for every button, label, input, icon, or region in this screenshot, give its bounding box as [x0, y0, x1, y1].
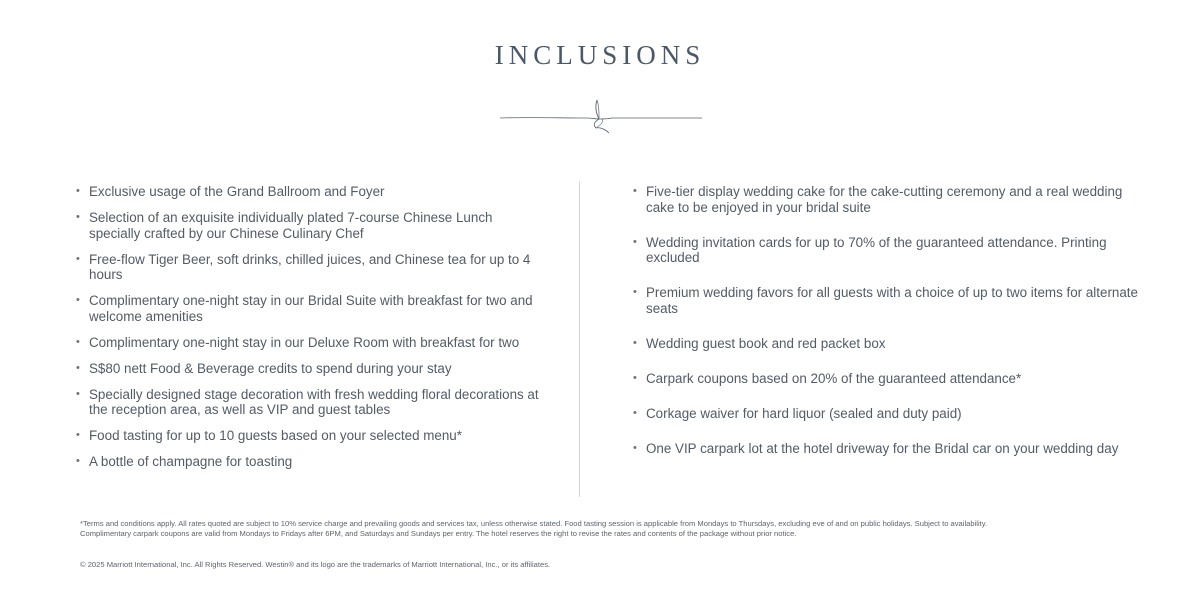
- copyright-notice: © 2025 Marriott International, Inc. All Rights Reserved. Westin® and its logo are the trademarks of Marriott International, Inc., or its affiliates.: [80, 560, 551, 569]
- list-item: • Free-flow Tiger Beer, soft drinks, chilled juices, and Chinese tea for up to 4 hours: [76, 252, 546, 283]
- list-item: • Exclusive usage of the Grand Ballroom and Foyer: [76, 184, 546, 200]
- column-divider: [579, 181, 580, 497]
- list-item: • Complimentary one-night stay in our Deluxe Room with breakfast for two: [76, 335, 546, 351]
- floral-divider-icon: [500, 98, 702, 136]
- list-item: • Specially designed stage decoration with fresh wedding floral decorations at the reception area, as well as VIP and guest tables: [76, 387, 546, 418]
- list-item: • S$80 nett Food & Beverage credits to spend during your stay: [76, 361, 546, 377]
- terms-and-conditions: [80, 519, 1140, 539]
- list-item: • A bottle of champagne for toasting: [76, 454, 546, 470]
- terms-line: Complimentary carpark coupons are valid from Mondays to Fridays after 6PM, and Saturdays and Sundays per entry. The hotel reserves the right to revise the rates and contents of the package without prior notice.: [80, 529, 797, 538]
- list-item: • Premium wedding favors for all guests with a choice of up to two items for alternate seats: [633, 285, 1153, 316]
- terms-line: *Terms and conditions apply. All rates quoted are subject to 10% service charge and prevailing goods and services tax, unless otherwise stated. Food tasting session is applicable from Mondays to Thursdays, excluding eve of and on public holidays. Subject to availability.: [80, 519, 988, 528]
- right-inclusions-column: [633, 184, 1153, 476]
- list-item: • Wedding invitation cards for up to 70% of the guaranteed attendance. Printing excluded: [633, 235, 1153, 266]
- list-item: • Five-tier display wedding cake for the cake-cutting ceremony and a real wedding cake to be enjoyed in your bridal suite: [633, 184, 1153, 215]
- left-inclusions-list: [76, 184, 546, 470]
- page-title: INCLUSIONS: [494, 40, 706, 70]
- list-item: • One VIP carpark lot at the hotel driveway for the Bridal car on your wedding day: [633, 441, 1153, 457]
- list-item: • Selection of an exquisite individually plated 7-course Chinese Lunch specially crafted by our Chinese Culinary Chef: [76, 210, 546, 241]
- list-item: • Food tasting for up to 10 guests based on your selected menu*: [76, 428, 546, 444]
- list-item: • Corkage waiver for hard liquor (sealed and duty paid): [633, 406, 1153, 422]
- right-inclusions-list: [633, 184, 1153, 456]
- list-item: • Complimentary one-night stay in our Bridal Suite with breakfast for two and welcome amenities: [76, 293, 546, 324]
- list-item: • Wedding guest book and red packet box: [633, 336, 1153, 352]
- left-inclusions-column: [76, 184, 546, 480]
- list-item: • Carpark coupons based on 20% of the guaranteed attendance*: [633, 371, 1153, 387]
